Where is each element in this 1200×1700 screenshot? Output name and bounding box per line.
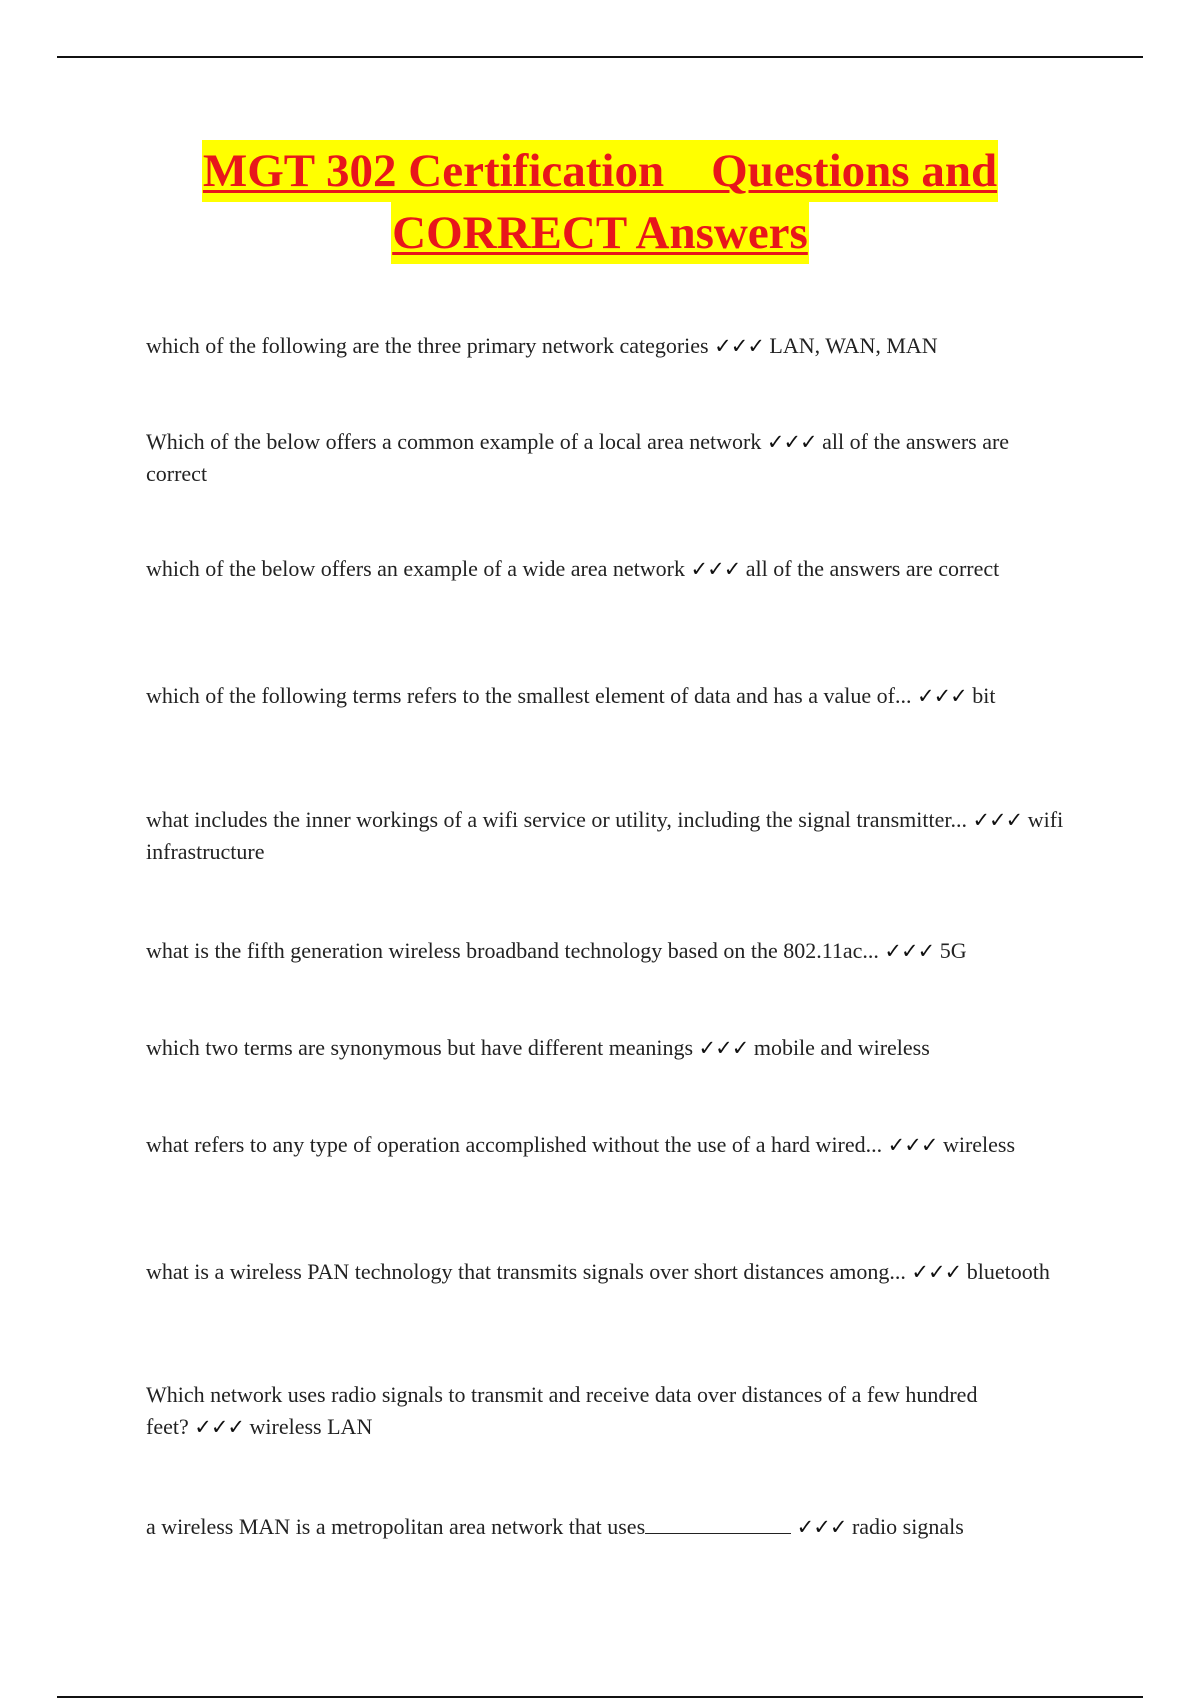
qa-item	[146, 1379, 996, 1443]
document-title	[0, 140, 1200, 264]
qa-item	[146, 426, 1066, 490]
qa-item	[146, 1032, 1066, 1064]
check-marks-icon: ✓✓✓	[766, 430, 817, 454]
check-marks-icon: ✓✓✓	[884, 939, 935, 963]
question-text: which of the following terms refers to the smallest element of data and has a value of...	[146, 683, 912, 708]
question-text: Which network uses radio signals to transmit and receive data over distances of a few hundred feet?	[146, 1382, 978, 1439]
question-text: what refers to any type of operation accomplished without the use of a hard wired...	[146, 1132, 883, 1157]
answer-text: radio signals	[851, 1514, 964, 1539]
qa-item	[146, 1256, 1066, 1288]
qa-item	[146, 680, 1066, 712]
bottom-rule	[57, 1696, 1143, 1698]
question-text: Which of the below offers a common example of a local area network	[146, 429, 762, 454]
qa-item	[146, 1511, 1066, 1543]
question-text: which two terms are synonymous but have different meanings	[146, 1035, 694, 1060]
qa-item	[146, 935, 1066, 967]
qa-item	[146, 804, 1066, 868]
question-text: what is a wireless PAN technology that transmits signals over short distances among...	[146, 1259, 906, 1284]
answer-blank	[645, 1513, 791, 1534]
question-text: which of the below offers an example of a wide area network	[146, 556, 685, 581]
title-line-2: CORRECT Answers	[391, 202, 809, 264]
question-text: what includes the inner workings of a wifi service or utility, including the signal transmitter...	[146, 807, 967, 832]
question-text: which of the following are the three primary network categories	[146, 333, 709, 358]
check-marks-icon: ✓✓✓	[972, 808, 1023, 832]
check-marks-icon: ✓✓✓	[916, 684, 967, 708]
answer-text: bluetooth	[966, 1259, 1050, 1284]
question-text: a wireless MAN is a metropolitan area network that uses	[146, 1514, 646, 1539]
check-marks-icon: ✓✓✓	[796, 1515, 847, 1539]
answer-text: all of the answers are correct	[745, 556, 1000, 581]
answer-text: LAN, WAN, MAN	[769, 333, 938, 358]
check-marks-icon: ✓✓✓	[714, 334, 764, 358]
check-marks-icon: ✓✓✓	[911, 1260, 962, 1284]
check-marks-icon: ✓✓✓	[698, 1036, 749, 1060]
question-text: what is the fifth generation wireless broadband technology based on the 802.11ac...	[146, 938, 879, 963]
check-marks-icon: ✓✓✓	[690, 557, 741, 581]
answer-text: wireless LAN	[249, 1414, 373, 1439]
answer-text: 5G	[939, 938, 967, 963]
title-line-1: MGT 302 Certification Questions and	[202, 140, 998, 202]
qa-item	[146, 1129, 1066, 1161]
answer-text: bit	[972, 683, 996, 708]
qa-item	[146, 330, 1066, 362]
answer-text: all of the answers are correct	[146, 429, 1010, 486]
answer-text: mobile and wireless	[753, 1035, 930, 1060]
answer-text: wifi infrastructure	[146, 807, 1064, 864]
check-marks-icon: ✓✓✓	[887, 1133, 938, 1157]
qa-item	[146, 553, 1066, 585]
check-marks-icon: ✓✓✓	[194, 1415, 245, 1439]
top-rule	[57, 56, 1143, 58]
answer-text: wireless	[942, 1132, 1016, 1157]
